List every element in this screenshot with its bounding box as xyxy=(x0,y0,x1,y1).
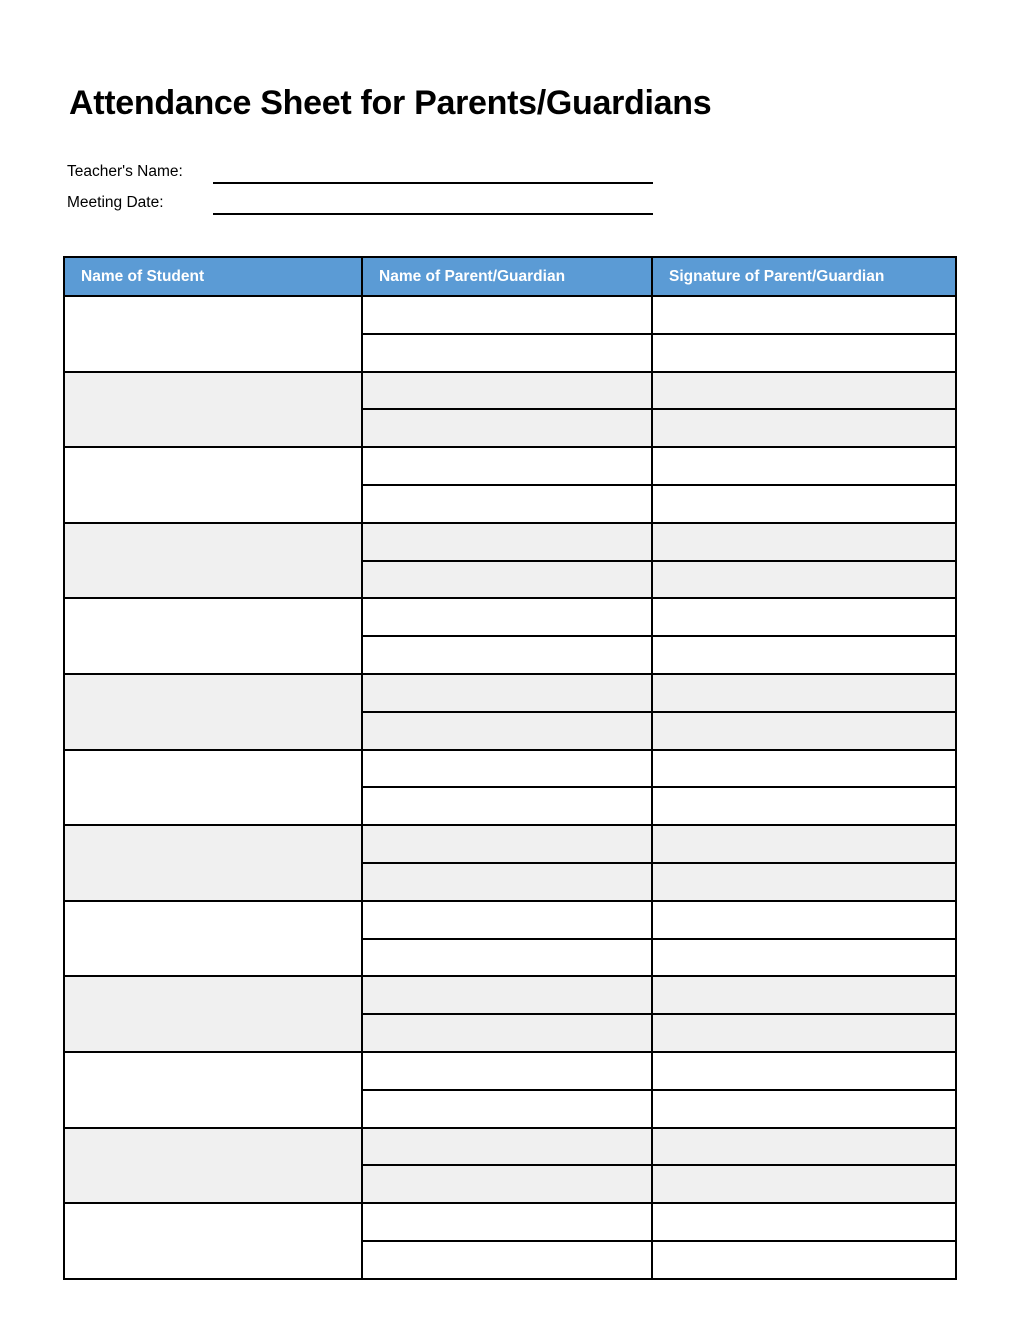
guardian-name-cell[interactable] xyxy=(362,296,652,334)
student-name-cell[interactable] xyxy=(64,447,362,523)
guardian-signature-cell[interactable] xyxy=(652,334,956,372)
table-row xyxy=(64,750,956,788)
guardian-signature-cell[interactable] xyxy=(652,1014,956,1052)
guardian-signature-cell[interactable] xyxy=(652,485,956,523)
guardian-name-cell[interactable] xyxy=(362,636,652,674)
guardian-signature-cell[interactable] xyxy=(652,1241,956,1279)
guardian-signature-cell[interactable] xyxy=(652,409,956,447)
student-name-cell[interactable] xyxy=(64,901,362,977)
guardian-name-cell[interactable] xyxy=(362,334,652,372)
guardian-name-cell[interactable] xyxy=(362,1052,652,1090)
guardian-signature-cell[interactable] xyxy=(652,901,956,939)
guardian-signature-cell[interactable] xyxy=(652,787,956,825)
column-header-student: Name of Student xyxy=(64,257,362,296)
teacher-name-label: Teacher's Name: xyxy=(67,163,183,180)
guardian-name-cell[interactable] xyxy=(362,750,652,788)
guardian-name-cell[interactable] xyxy=(362,447,652,485)
table-row xyxy=(64,447,956,485)
guardian-signature-cell[interactable] xyxy=(652,561,956,599)
guardian-name-cell[interactable] xyxy=(362,939,652,977)
student-name-cell[interactable] xyxy=(64,296,362,372)
guardian-signature-cell[interactable] xyxy=(652,1128,956,1166)
student-name-cell[interactable] xyxy=(64,674,362,750)
student-name-cell[interactable] xyxy=(64,1052,362,1128)
table-row xyxy=(64,1128,956,1166)
guardian-signature-cell[interactable] xyxy=(652,976,956,1014)
table-row xyxy=(64,296,956,334)
table-row xyxy=(64,1203,956,1241)
page-title: Attendance Sheet for Parents/Guardians xyxy=(69,84,712,122)
student-name-cell[interactable] xyxy=(64,976,362,1052)
guardian-signature-cell[interactable] xyxy=(652,674,956,712)
guardian-name-cell[interactable] xyxy=(362,523,652,561)
guardian-signature-cell[interactable] xyxy=(652,447,956,485)
guardian-signature-cell[interactable] xyxy=(652,1090,956,1128)
guardian-signature-cell[interactable] xyxy=(652,523,956,561)
teacher-name-field[interactable] xyxy=(213,182,653,184)
guardian-name-cell[interactable] xyxy=(362,863,652,901)
student-name-cell[interactable] xyxy=(64,1128,362,1204)
guardian-name-cell[interactable] xyxy=(362,901,652,939)
guardian-name-cell[interactable] xyxy=(362,409,652,447)
student-name-cell[interactable] xyxy=(64,750,362,826)
table-row xyxy=(64,825,956,863)
guardian-name-cell[interactable] xyxy=(362,825,652,863)
student-name-cell[interactable] xyxy=(64,1203,362,1279)
guardian-name-cell[interactable] xyxy=(362,1241,652,1279)
guardian-signature-cell[interactable] xyxy=(652,1052,956,1090)
guardian-name-cell[interactable] xyxy=(362,1165,652,1203)
guardian-signature-cell[interactable] xyxy=(652,939,956,977)
table-row xyxy=(64,674,956,712)
guardian-signature-cell[interactable] xyxy=(652,712,956,750)
student-name-cell[interactable] xyxy=(64,825,362,901)
guardian-name-cell[interactable] xyxy=(362,1128,652,1166)
table-row xyxy=(64,372,956,410)
guardian-signature-cell[interactable] xyxy=(652,296,956,334)
guardian-name-cell[interactable] xyxy=(362,1203,652,1241)
guardian-name-cell[interactable] xyxy=(362,561,652,599)
guardian-name-cell[interactable] xyxy=(362,598,652,636)
table-body xyxy=(64,296,956,1279)
attendance-table xyxy=(63,256,957,1280)
column-header-guardian-name: Name of Parent/Guardian xyxy=(362,257,652,296)
student-name-cell[interactable] xyxy=(64,598,362,674)
guardian-name-cell[interactable] xyxy=(362,1014,652,1052)
guardian-signature-cell[interactable] xyxy=(652,598,956,636)
table-header-row xyxy=(64,257,956,296)
guardian-name-cell[interactable] xyxy=(362,674,652,712)
guardian-name-cell[interactable] xyxy=(362,372,652,410)
guardian-name-cell[interactable] xyxy=(362,1090,652,1128)
guardian-name-cell[interactable] xyxy=(362,787,652,825)
guardian-name-cell[interactable] xyxy=(362,712,652,750)
meeting-date-field[interactable] xyxy=(213,213,653,215)
table-row xyxy=(64,598,956,636)
guardian-signature-cell[interactable] xyxy=(652,825,956,863)
guardian-signature-cell[interactable] xyxy=(652,372,956,410)
student-name-cell[interactable] xyxy=(64,523,362,599)
table-row xyxy=(64,901,956,939)
student-name-cell[interactable] xyxy=(64,372,362,448)
table-row xyxy=(64,976,956,1014)
guardian-signature-cell[interactable] xyxy=(652,636,956,674)
column-header-signature: Signature of Parent/Guardian xyxy=(652,257,956,296)
guardian-signature-cell[interactable] xyxy=(652,1203,956,1241)
meeting-date-label: Meeting Date: xyxy=(67,194,164,211)
guardian-signature-cell[interactable] xyxy=(652,863,956,901)
guardian-name-cell[interactable] xyxy=(362,976,652,1014)
guardian-signature-cell[interactable] xyxy=(652,750,956,788)
guardian-signature-cell[interactable] xyxy=(652,1165,956,1203)
guardian-name-cell[interactable] xyxy=(362,485,652,523)
table-row xyxy=(64,1052,956,1090)
table-row xyxy=(64,523,956,561)
